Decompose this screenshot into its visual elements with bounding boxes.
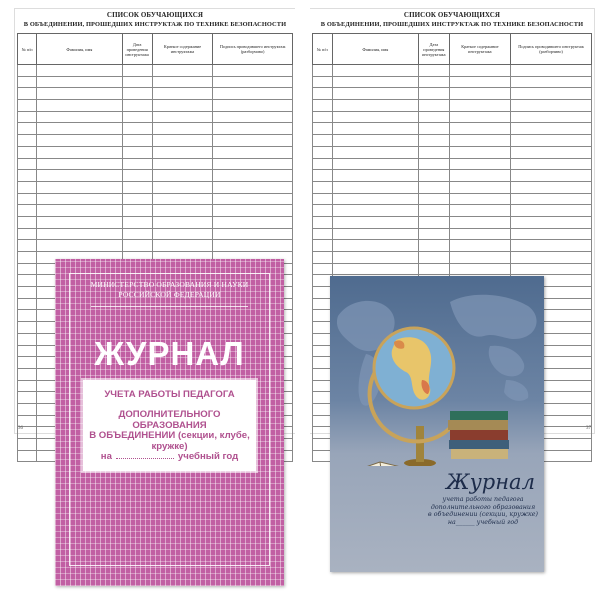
page-title [310,9,594,29]
table-cell [213,181,293,193]
table-row [18,111,293,123]
subtitle-line-1: учета работы педагога [442,496,524,503]
title-line-2: В ОБЪЕДИНЕНИИ, ПРОШЕДШИХ ИНСТРУКТАЖ ПО ТЕХНИКЕ БЕЗОПАСНОСТИ [23,21,287,28]
table-cell [18,240,37,252]
table-cell [122,240,152,252]
table-cell [18,345,37,357]
table-cell [122,111,152,123]
table-cell [511,170,592,182]
table-cell [419,181,450,193]
table-cell [152,158,213,170]
table-row [313,205,592,217]
table-cell [449,181,510,193]
table-cell [18,65,37,77]
table-cell [18,322,37,334]
table-cell [449,111,510,123]
table-cell [419,216,450,228]
table-cell [511,263,592,275]
table-cell [511,100,592,112]
table-cell [332,111,418,123]
table-cell [332,170,418,182]
table-cell [419,228,450,240]
table-cell [313,123,333,135]
table-cell [37,76,122,88]
table-row [313,240,592,252]
table-cell [122,123,152,135]
table-row [313,181,592,193]
table-row [18,158,293,170]
table-cell [18,146,37,158]
table-cell [449,205,510,217]
table-row [18,216,293,228]
table-cell [18,392,37,404]
table-cell [213,135,293,147]
table-cell [18,263,37,275]
table-row [18,193,293,205]
table-cell [449,146,510,158]
table-cell [18,287,37,299]
table-cell [213,240,293,252]
table-cell [18,310,37,322]
table-cell [313,100,333,112]
table-cell [213,111,293,123]
table-cell [313,240,333,252]
table-cell [213,228,293,240]
year-blank [116,458,174,459]
table-cell [419,100,450,112]
table-cell [332,228,418,240]
table-cell [449,228,510,240]
table-cell [511,135,592,147]
table-cell [213,100,293,112]
table-cell [313,76,333,88]
table-cell [511,76,592,88]
table-cell [122,76,152,88]
table-cell [313,135,333,147]
table-cell [122,100,152,112]
table-cell [18,193,37,205]
table-row [313,216,592,228]
table-cell [213,123,293,135]
year-prefix: на [100,451,112,462]
table-cell [449,135,510,147]
table-cell [511,146,592,158]
table-cell [419,146,450,158]
table-cell [419,205,450,217]
table-cell [213,193,293,205]
table-cell [313,181,333,193]
table-cell [511,111,592,123]
table-cell [122,205,152,217]
table-cell [419,170,450,182]
table-cell [37,65,122,77]
table-cell [18,252,37,264]
table-row [313,146,592,158]
table-cell [449,65,510,77]
table-row [313,111,592,123]
table-cell [313,205,333,217]
table-cell [18,76,37,88]
table-cell [332,216,418,228]
subtitle-line-3: в объединении (секции, кружке) [428,511,538,519]
table-row [18,88,293,100]
table-cell [419,111,450,123]
table-cell [152,193,213,205]
table-cell [122,146,152,158]
col-date: Дата проведения инструктажа [419,34,450,65]
table-row [313,263,592,275]
col-summary: Краткое содержание инструктажа [152,34,213,65]
table-cell [449,158,510,170]
table-cell [313,216,333,228]
table-cell [213,146,293,158]
table-cell [18,368,37,380]
table-cell [18,275,37,287]
table-cell [332,263,418,275]
table-cell [37,111,122,123]
table-cell [152,76,213,88]
table-cell [419,193,450,205]
table-cell [419,252,450,264]
table-cell [332,88,418,100]
col-number: № п/п [18,34,37,65]
table-cell [18,216,37,228]
table-cell [37,240,122,252]
title-line-2: В ОБЪЕДИНЕНИИ, ПРОШЕДШИХ ИНСТРУКТАЖ ПО ТЕХНИКЕ БЕЗОПАСНОСТИ [320,21,584,28]
table-cell [511,65,592,77]
table-cell [122,193,152,205]
table-row [313,228,592,240]
table-cell [449,123,510,135]
table-cell [122,65,152,77]
table-cell [313,111,333,123]
table-cell [152,146,213,158]
table-cell [18,135,37,147]
table-cell [332,158,418,170]
table-cell [313,88,333,100]
table-row [18,76,293,88]
table-cell [332,205,418,217]
table-header-row [18,34,293,65]
table-cell [152,181,213,193]
table-cell [152,111,213,123]
table-row [313,123,592,135]
table-cell [37,100,122,112]
table-cell [18,111,37,123]
table-cell [37,216,122,228]
table-cell [332,193,418,205]
table-cell [18,333,37,345]
page-title [15,9,295,29]
table-cell [449,216,510,228]
table-cell [18,170,37,182]
table-cell [18,450,37,462]
table-cell [18,380,37,392]
table-cell [511,193,592,205]
table-cell [18,158,37,170]
col-number: № п/п [313,34,333,65]
table-cell [152,135,213,147]
divider [91,306,248,307]
panel-line-1: УЧЕТА РАБОТЫ ПЕДАГОГА [104,389,235,400]
panel-line-3: В ОБЪЕДИНЕНИИ (секции, клубе, кружке) [89,430,250,452]
table-cell [37,181,122,193]
table-cell [122,216,152,228]
table-cell [332,65,418,77]
table-row [313,170,592,182]
subtitle-line-4: на______ учебный год [447,518,519,526]
table-cell [313,146,333,158]
table-cell [511,88,592,100]
table-cell [37,170,122,182]
table-cell [37,205,122,217]
table-cell [449,252,510,264]
table-cell [449,193,510,205]
table-cell [419,88,450,100]
table-cell [18,205,37,217]
cover-title: ЖУРНАЛ [94,335,245,372]
table-cell [152,170,213,182]
table-cell [511,158,592,170]
table-cell [152,65,213,77]
table-cell [122,88,152,100]
ministry-line-2: РОССИЙСКОЙ ФЕДЕРАЦИИ [118,290,221,299]
table-row [18,228,293,240]
table-cell [332,181,418,193]
col-date: Дата проведения инструктажа [122,34,152,65]
cover-subtitle [426,496,540,526]
table-cell [313,170,333,182]
table-cell [37,228,122,240]
table-cell [419,76,450,88]
table-cell [419,135,450,147]
table-cell [419,158,450,170]
table-cell [449,76,510,88]
table-cell [511,240,592,252]
table-cell [511,216,592,228]
table-cell [37,158,122,170]
table-cell [449,88,510,100]
table-cell [122,135,152,147]
table-row [18,240,293,252]
table-cell [37,193,122,205]
table-row [18,100,293,112]
table-cell [152,123,213,135]
table-row [18,181,293,193]
table-cell [213,65,293,77]
col-signature: Подпись проводившего инструктаж (разборчиво) [511,34,592,65]
table-cell [18,181,37,193]
table-cell [332,135,418,147]
table-cell [449,170,510,182]
col-name: Фамилия, имя [37,34,122,65]
ministry-text [75,280,264,300]
table-cell [37,146,122,158]
table-cell [449,240,510,252]
table-row [18,170,293,182]
table-cell [152,88,213,100]
table-cell [18,403,37,415]
table-cell [18,123,37,135]
table-cell [449,263,510,275]
table-cell [419,123,450,135]
table-cell [122,158,152,170]
blue-journal-cover [330,276,544,572]
table-row [18,65,293,77]
table-cell [213,158,293,170]
table-cell [37,123,122,135]
cover-title: Журнал [446,470,535,494]
table-row [18,146,293,158]
table-cell [313,65,333,77]
subtitle-line-2: дополнительного образования [430,503,536,511]
table-cell [213,170,293,182]
table-cell [313,263,333,275]
table-row [313,135,592,147]
table-cell [213,88,293,100]
year-suffix: учебный год [177,451,239,462]
table-cell [213,76,293,88]
ministry-line-1: МИНИСТЕРСТВО ОБРАЗОВАНИЯ И НАУКИ [90,280,249,289]
table-cell [152,100,213,112]
table-cell [449,100,510,112]
table-cell [152,240,213,252]
table-row [313,193,592,205]
table-row [18,123,293,135]
table-row [313,76,592,88]
pink-journal-cover [55,259,284,586]
table-cell [332,123,418,135]
table-cell [122,170,152,182]
table-cell [213,216,293,228]
panel-line-2: ДОПОЛНИТЕЛЬНОГО ОБРАЗОВАНИЯ [118,409,221,431]
table-cell [313,228,333,240]
world-map-illustration [330,276,544,466]
cover-text-panel [83,380,256,471]
table-cell [122,181,152,193]
table-cell [18,88,37,100]
table-cell [419,263,450,275]
table-cell [37,88,122,100]
table-row [313,65,592,77]
table-cell [332,100,418,112]
table-cell [18,298,37,310]
table-cell [18,228,37,240]
page-number: 36 [18,426,23,431]
table-cell [313,252,333,264]
table-cell [332,240,418,252]
table-cell [511,252,592,264]
table-cell [332,252,418,264]
table-cell [18,100,37,112]
table-cell [511,123,592,135]
table-row [313,252,592,264]
table-cell [18,357,37,369]
table-row [18,205,293,217]
col-name: Фамилия, имя [332,34,418,65]
title-line-1: СПИСОК ОБУЧАЮЩИХСЯ [106,11,204,19]
page-number: 37 [586,426,591,431]
table-cell [122,228,152,240]
table-row [18,135,293,147]
table-cell [152,205,213,217]
table-cell [419,65,450,77]
table-cell [332,76,418,88]
table-cell [18,439,37,451]
table-cell [511,228,592,240]
table-row [313,100,592,112]
table-cell [313,193,333,205]
table-cell [419,240,450,252]
table-row [313,88,592,100]
table-cell [213,205,293,217]
title-line-1: СПИСОК ОБУЧАЮЩИХСЯ [403,11,501,19]
table-cell [511,181,592,193]
table-cell [332,146,418,158]
table-cell [37,135,122,147]
col-summary: Краткое содержание инструктажа [449,34,510,65]
table-cell [152,216,213,228]
academic-year-row [83,451,256,462]
table-cell [313,158,333,170]
table-cell [511,205,592,217]
col-signature: Подпись проводившего инструктаж (разборчиво) [213,34,293,65]
table-row [313,158,592,170]
table-header-row [313,34,592,65]
table-cell [152,228,213,240]
